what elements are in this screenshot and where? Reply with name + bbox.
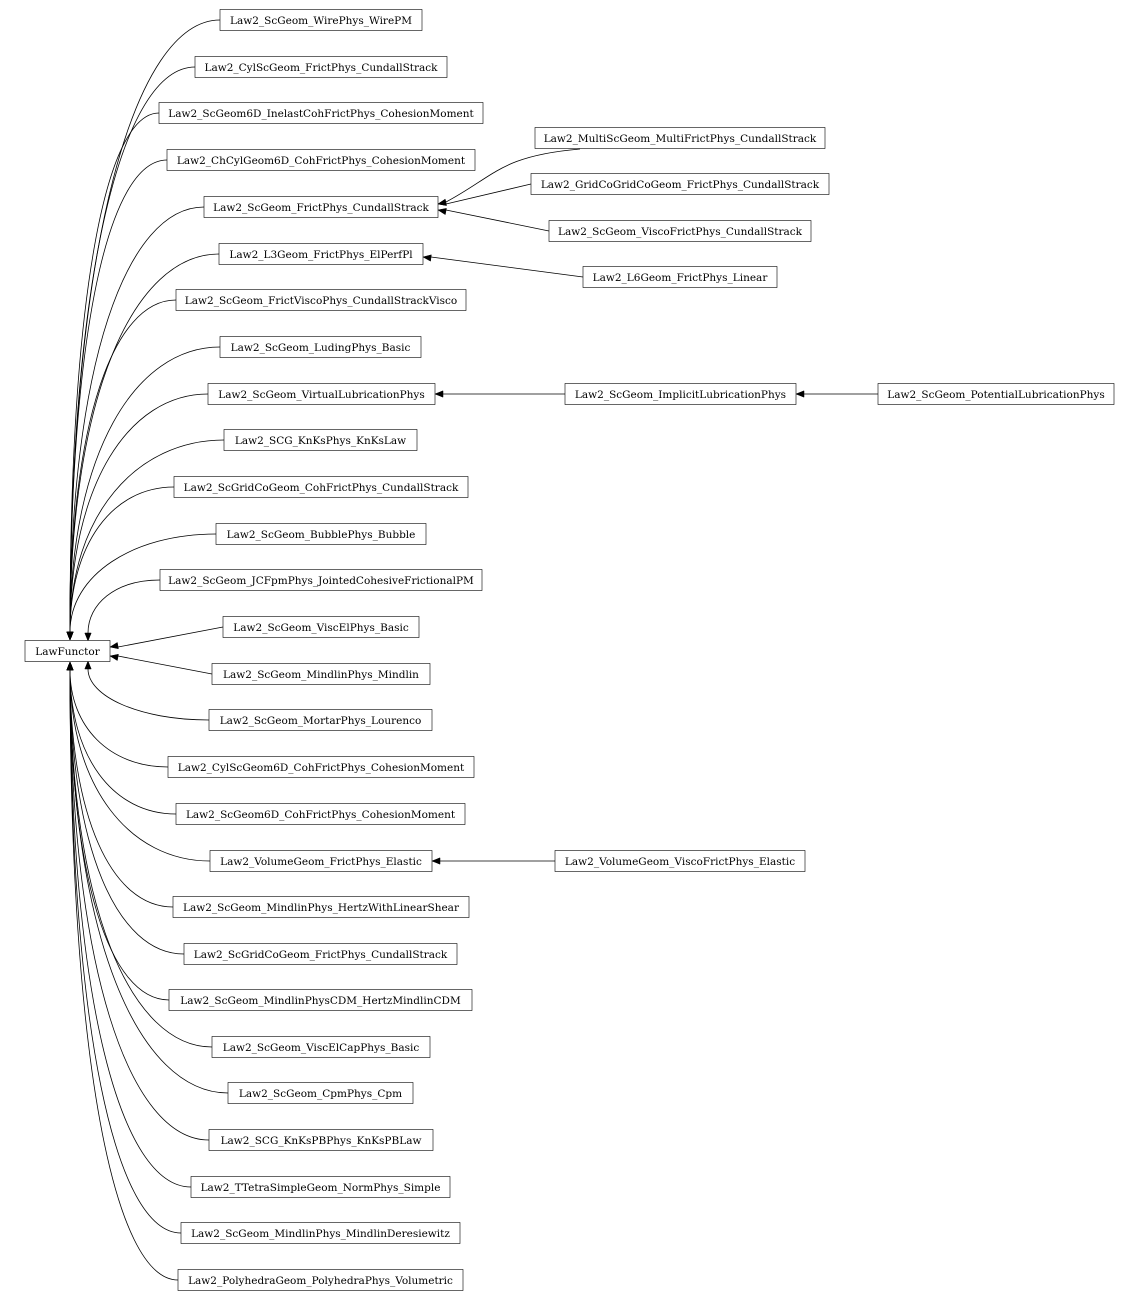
node-label: Law2_ScGeom_MindlinPhys_HertzWithLinearShear	[183, 901, 459, 914]
arrowhead	[432, 858, 440, 864]
class-node[interactable]	[535, 128, 825, 149]
inheritance-edge	[70, 160, 167, 632]
inheritance-edge	[118, 627, 223, 647]
node-label: Law2_ScGeom_ViscElCapPhys_Basic	[222, 1041, 420, 1054]
inheritance-edge	[70, 670, 191, 1187]
class-node[interactable]	[565, 384, 796, 405]
inheritance-edge	[70, 670, 169, 1000]
nodes-layer	[25, 10, 1114, 1291]
class-node[interactable]	[220, 10, 422, 31]
node-label: Law2_MultiScGeom_MultiFrictPhys_CundallStrack	[543, 132, 817, 145]
edge-n11-to-LawFunctor	[67, 487, 174, 640]
node-label: Law2_ChCylGeom6D_CohFrictPhys_CohesionMoment	[176, 154, 466, 167]
inheritance-edge	[446, 184, 531, 204]
arrowhead	[435, 391, 443, 397]
class-node[interactable]	[219, 244, 423, 265]
edge-m6-to-n19	[432, 858, 555, 864]
class-node[interactable]	[195, 57, 447, 78]
node-label: Law2_ScGeom_ViscElPhys_Basic	[233, 621, 409, 634]
node-label: Law2_ScGeom_CpmPhys_Cpm	[238, 1087, 403, 1100]
arrowhead	[85, 661, 91, 669]
node-label: Law2_ScGeom_FrictPhys_CundallStrack	[213, 201, 429, 214]
edge-n20-to-LawFunctor	[67, 662, 173, 907]
node-label: Law2_VolumeGeom_ViscoFrictPhys_Elastic	[564, 855, 796, 868]
arrowhead	[67, 662, 73, 670]
class-node[interactable]	[212, 1037, 430, 1058]
node-label: Law2_ScGridCoGeom_FrictPhys_CundallStrack	[193, 948, 448, 961]
node-label: Law2_ScGeom_ViscoFrictPhys_CundallStrack	[557, 225, 803, 238]
inheritance-edge	[88, 580, 160, 633]
arrowhead	[423, 255, 431, 261]
class-node[interactable]	[159, 103, 483, 124]
class-node[interactable]	[210, 851, 432, 872]
class-node[interactable]	[878, 384, 1114, 405]
inheritance-edge	[70, 487, 174, 632]
edge-n18-to-LawFunctor	[67, 662, 176, 814]
node-label: Law2_ScGeom_LudingPhys_Basic	[230, 341, 411, 354]
arrowhead	[85, 633, 91, 641]
node-label: Law2_ScGeom_MindlinPhys_MindlinDeresiewitz	[191, 1227, 450, 1240]
node-label: Law2_CylScGeom6D_CohFrictPhys_CohesionMoment	[177, 761, 465, 774]
inheritance-edge	[70, 394, 208, 632]
node-label: Law2_ScGridCoGeom_CohFrictPhys_CundallStrack	[183, 481, 459, 494]
class-node[interactable]	[209, 710, 432, 731]
class-node[interactable]	[173, 897, 469, 918]
edge-m4-to-n6	[423, 255, 583, 277]
class-node[interactable]	[181, 1223, 460, 1244]
class-node[interactable]	[209, 1130, 433, 1151]
edge-m5-to-n9	[435, 391, 565, 397]
node-label: Law2_ScGeom_PotentialLubricationPhys	[887, 388, 1105, 401]
node-label: Law2_ScGeom_JCFpmPhys_JointedCohesiveFrictionalPM	[168, 574, 474, 587]
node-label: Law2_ScGeom_FrictViscoPhys_CundallStrackVisco	[184, 294, 458, 307]
class-node[interactable]	[220, 337, 421, 358]
edge-n14-to-LawFunctor	[110, 627, 223, 649]
edge-n13-to-LawFunctor	[85, 580, 160, 641]
node-label: Law2_ScGeom_MortarPhys_Lourenco	[219, 714, 422, 727]
inheritance-edge	[70, 670, 181, 1233]
class-node[interactable]	[583, 267, 777, 288]
node-label: Law2_ScGeom_MindlinPhys_Mindlin	[223, 668, 419, 681]
node-label: Law2_CylScGeom_FrictPhys_CundallStrack	[204, 61, 438, 74]
edge-m3-to-n5	[438, 208, 549, 231]
node-label: Law2_L3Geom_FrictPhys_ElPerfPl	[229, 248, 413, 261]
class-node[interactable]	[176, 804, 465, 825]
arrowhead	[438, 199, 446, 205]
class-node[interactable]	[223, 617, 419, 638]
class-node[interactable]	[224, 430, 417, 451]
node-label: Law2_L6Geom_FrictPhys_Linear	[592, 271, 768, 284]
inheritance-edge	[118, 656, 212, 674]
node-label: LawFunctor	[35, 645, 100, 658]
node-label: Law2_ScGeom_MindlinPhysCDM_HertzMindlinCDM	[180, 994, 461, 1007]
edge-n4-to-LawFunctor	[67, 160, 167, 640]
edge-p1-to-m5	[796, 391, 878, 397]
edges-layer	[67, 20, 878, 1280]
inheritance-edge	[70, 670, 178, 1280]
edge-n22-to-LawFunctor	[67, 662, 169, 1000]
class-node[interactable]	[168, 757, 474, 778]
inheritance-edge	[446, 210, 549, 231]
edge-m2-to-n5	[438, 184, 531, 205]
arrowhead	[67, 632, 73, 640]
class-node[interactable]	[160, 570, 482, 591]
class-node[interactable]	[169, 990, 472, 1011]
class-node[interactable]	[216, 524, 426, 545]
node-label: Law2_GridCoGridCoGeom_FrictPhys_CundallStrack	[540, 178, 820, 191]
class-node[interactable]	[555, 851, 805, 872]
inheritance-edge	[70, 670, 228, 1093]
node-label: Law2_ScGeom_WirePhys_WirePM	[230, 14, 412, 27]
edge-n15-to-LawFunctor	[110, 654, 212, 674]
class-node[interactable]	[167, 150, 475, 171]
class-node[interactable]	[549, 221, 811, 242]
node-label: Law2_ScGeom_BubblePhys_Bubble	[226, 528, 416, 541]
inheritance-edge	[70, 670, 168, 767]
arrowhead	[110, 654, 118, 660]
node-label: Law2_ScGeom_VirtualLubricationPhys	[218, 388, 425, 401]
class-node[interactable]	[184, 944, 457, 965]
arrowhead	[796, 391, 804, 397]
class-node[interactable]	[208, 384, 435, 405]
class-node[interactable]	[204, 197, 438, 218]
node-label: Law2_ScGeom6D_InelastCohFrictPhys_CohesionMoment	[168, 107, 474, 120]
node-label: Law2_TTetraSimpleGeom_NormPhys_Simple	[200, 1181, 441, 1194]
class-node[interactable]	[212, 664, 430, 685]
node-label: Law2_ScGeom_ImplicitLubricationPhys	[574, 388, 787, 401]
class-node[interactable]	[191, 1177, 450, 1198]
arrowhead	[110, 642, 118, 648]
class-node[interactable]	[228, 1083, 413, 1104]
edge-n26-to-LawFunctor	[67, 662, 191, 1187]
inheritance-edge	[88, 669, 209, 720]
node-label: Law2_VolumeGeom_FrictPhys_Elastic	[220, 855, 422, 868]
inheritance-edge	[431, 257, 583, 277]
class-node[interactable]	[178, 1270, 463, 1291]
arrowhead	[438, 208, 446, 214]
node-label: Law2_PolyhedraGeom_PolyhedraPhys_Volumetric	[188, 1274, 453, 1287]
node-label: Law2_ScGeom6D_CohFrictPhys_CohesionMoment	[185, 808, 456, 821]
node-label: Law2_SCG_KnKsPhys_KnKsLaw	[234, 434, 407, 447]
class-node[interactable]	[174, 477, 468, 498]
class-node[interactable]	[531, 174, 829, 195]
node-label: Law2_SCG_KnKsPBPhys_KnKsPBLaw	[220, 1134, 422, 1147]
root-node[interactable]	[25, 641, 110, 662]
class-node[interactable]	[176, 290, 466, 311]
inheritance-edge	[70, 670, 176, 814]
